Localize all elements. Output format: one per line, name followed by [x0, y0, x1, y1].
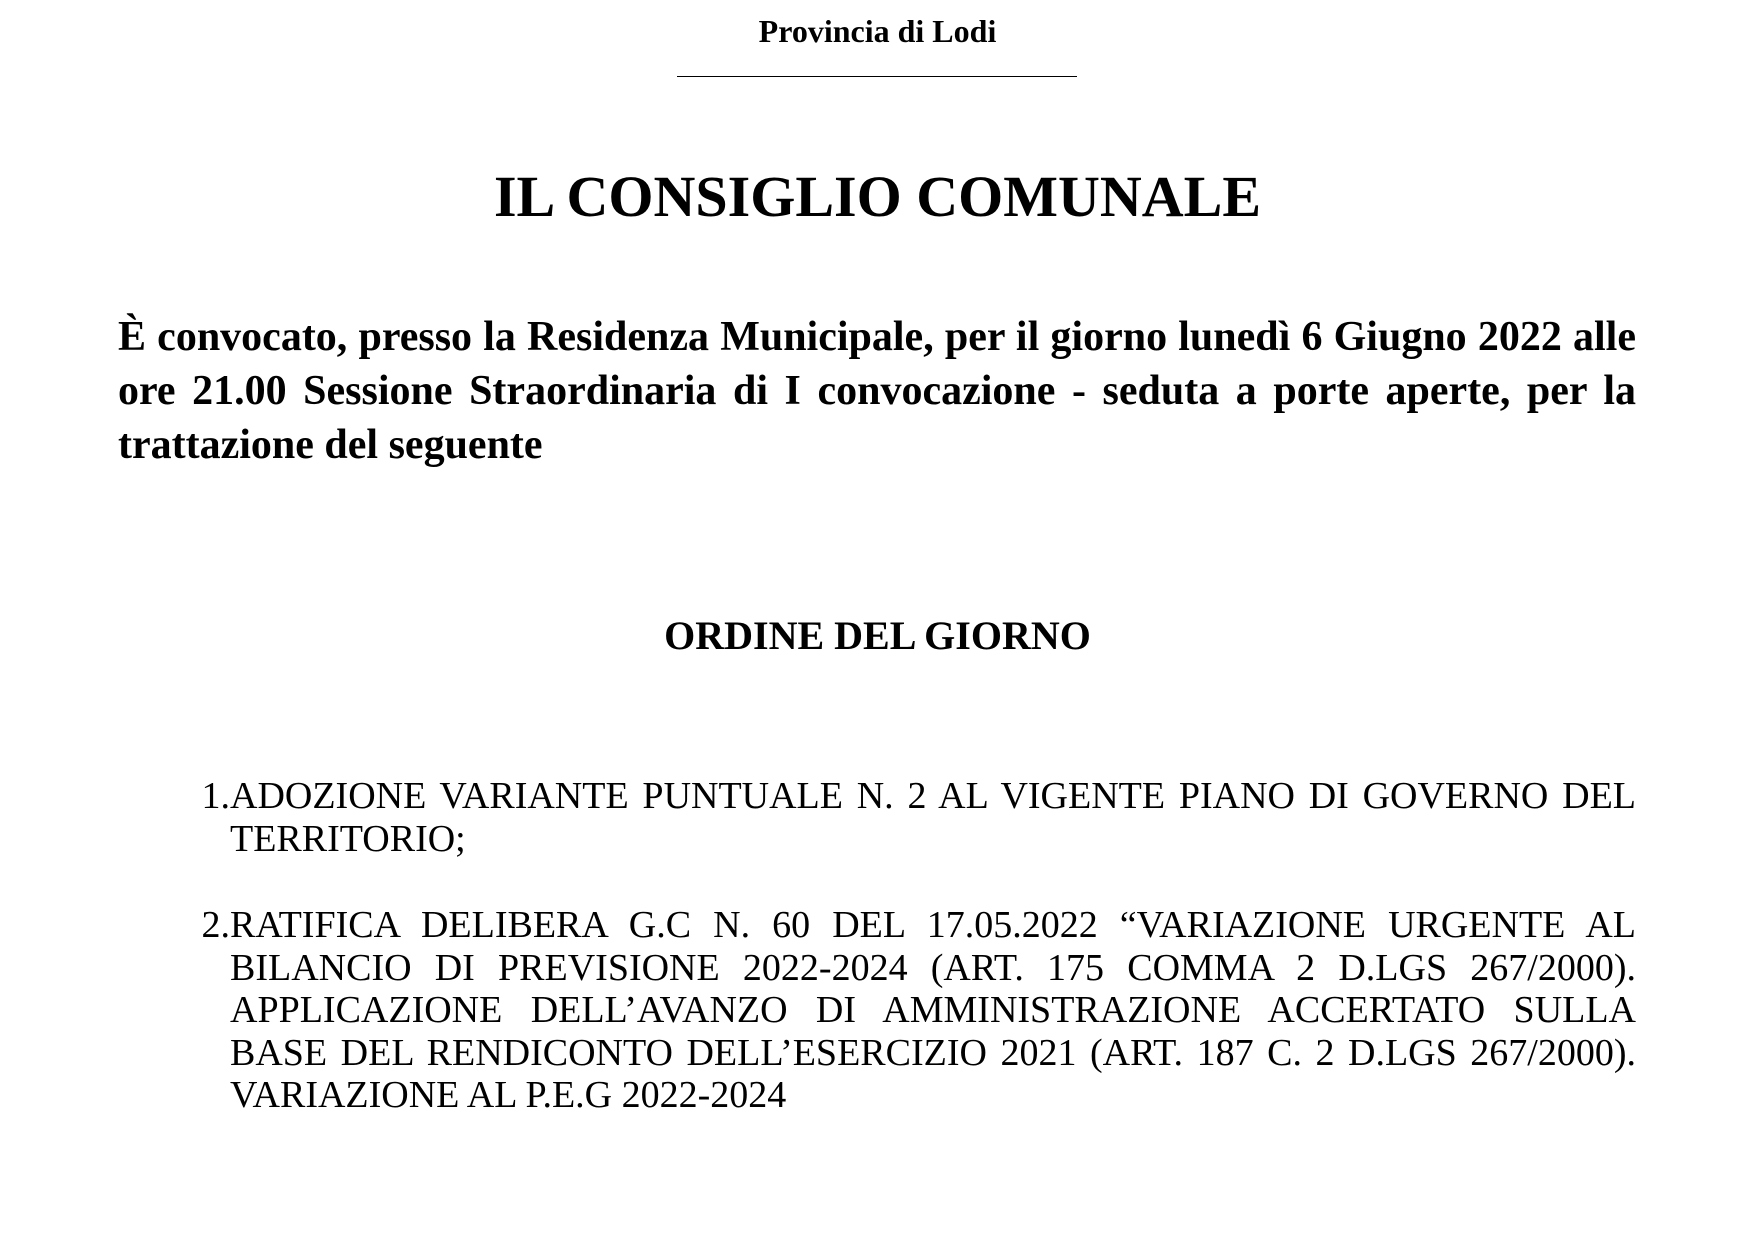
agenda-item-number: 1.	[201, 775, 230, 817]
convocation-paragraph: È convocato, presso la Residenza Municipale, per il giorno lunedì 6 Giugno 2022 alle ore 21.00 Sessione Straordinaria di I convocazione - seduta a porte aperte, per la trattazione del seguente	[118, 314, 1636, 468]
document-title: IL CONSIGLIO COMUNALE	[493, 164, 1262, 229]
agenda-item	[180, 775, 1636, 860]
agenda-item-text: ADOZIONE VARIANTE PUNTUALE N. 2 AL VIGENTE PIANO DI GOVERNO DEL TERRITORIO;	[230, 775, 1636, 860]
agenda-heading: ORDINE DEL GIORNO	[664, 613, 1091, 658]
province-header: Provincia di Lodi	[758, 13, 997, 49]
agenda-item-text: RATIFICA DELIBERA G.C N. 60 DEL 17.05.2022 “VARIAZIONE URGENTE AL BILANCIO DI PREVISIONE 2022-2024 (ART. 175 COMMA 2 D.LGS 267/2000). APPLICAZIONE DELL’AVANZO DI AMMINISTRAZIONE ACCERTATO SULLA BASE DEL RENDICONTO DELL’ESERCIZIO 2021 (ART. 187 C. 2 D.LGS 267/2000). VARIAZIONE AL P.E.G 2022-2024	[230, 904, 1636, 1116]
agenda-item	[180, 904, 1636, 1117]
header-divider	[677, 76, 1077, 77]
agenda-item-number: 2.	[201, 904, 230, 946]
